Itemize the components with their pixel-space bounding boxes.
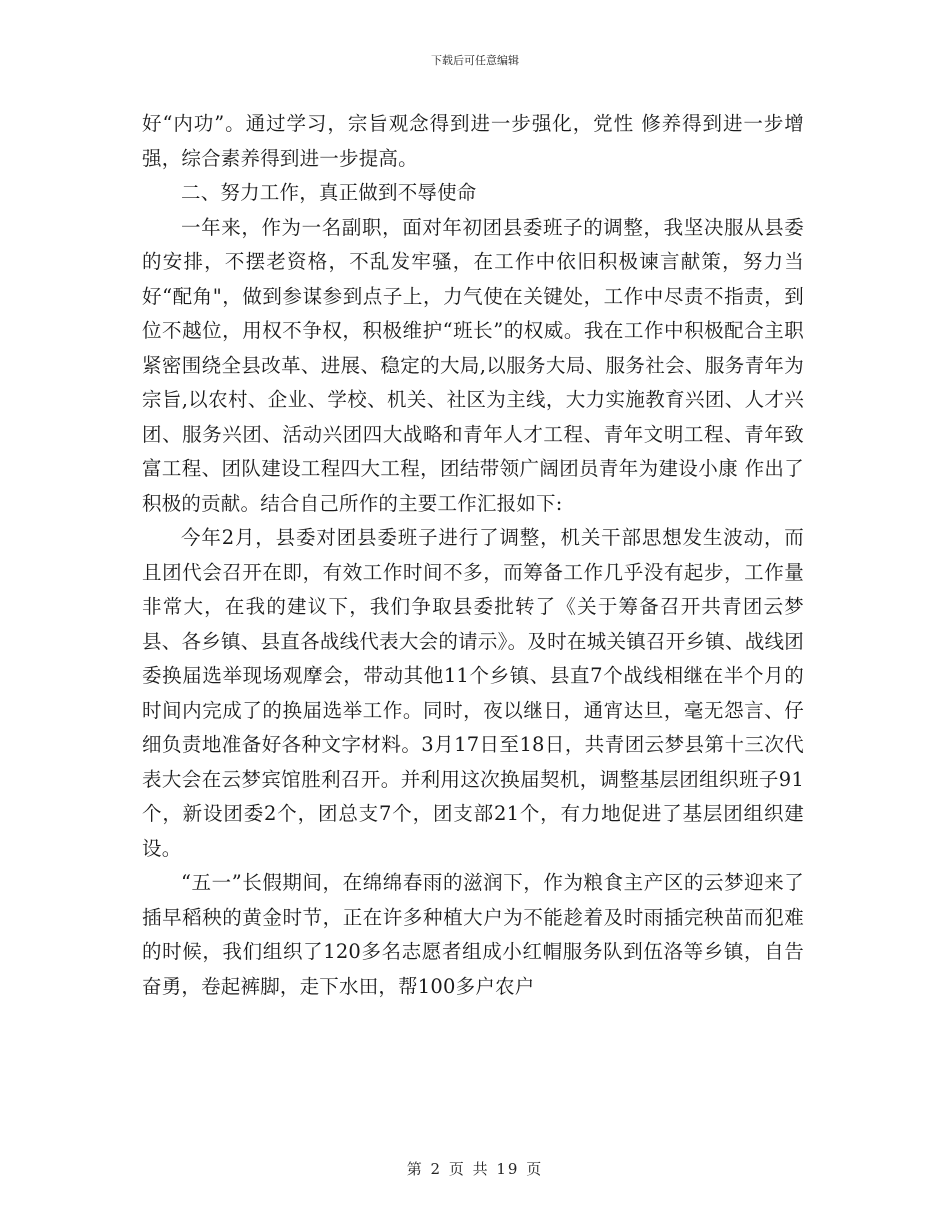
paragraph-1: 好“内功”。通过学习，宗旨观念得到进一步强化，党性 修养得到进一步增强，综合素养得到进一步提高。 [142,112,804,170]
page-number: 第 2 页 共 19 页 [406,1160,544,1178]
paragraph-3: 一年来，作为一名副职，面对年初团县委班子的调整，我坚决服从县委的安排，不摆老资格，不乱发牢骚，在工作中依旧积极谏言献策，努力当好“配角"，做到参谋参到点子上，力气使在关键处，工作中尽责不指责，到位不越位，用权不争权，积极维护“班长”的权威。我在工作中积极配合主职紧密围绕全县改革、进展、稳定的大局,以服务大局、服务社会、服务青年为宗旨,以农村、企业、学校、机关、社区为主线，大力实施教育兴团、人才兴团、服务兴团、活动兴团四大战略和青年人才工程、青年文明工程、青年致富工程、团队建设工程四大工程，团结带领广阔团员青年为建设小康 作出了积极的贡献。结合自己所作的主要工作汇报如下: [142,215,804,515]
paragraph-4: 今年2月，县委对团县委班子进行了调整，机关干部思想发生波动，而且团代会召开在即，有效工作时间不多，而筹备工作几乎没有起步，工作量非常大，在我的建议下，我们争取县委批转了《关于筹备召开共青团云梦县、各乡镇、县直各战线代表大会的请示》。及时在城关镇召开乡镇、战线团委换届选举现场观摩会，带动其他11个乡镇、县直7个战线相继在半个月的时间内完成了的换届选举工作。同时，夜以继日，通宵达旦，毫无怨言、仔细负责地准备好各种文字材料。3月17日至18日，共青团云梦县第十三次代表大会在云梦宾馆胜利召开。并利用这次换届契机，调整基层团组织班子91个，新设团委2个，团总支7个，团支部21个，有力地促进了基层团组织建设。 [142,526,804,860]
document-body [142,107,804,1004]
paragraph-5: “五一”长假期间，在绵绵春雨的滋润下，作为粮食主产区的云梦迎来了插早稻秧的黄金时节，正在许多种植大户为不能趁着及时雨插完秧苗而犯难的时候，我们组织了120多名志愿者组成小红帽服务队到伍洛等乡镇，自告奋勇，卷起裤脚，走下水田，帮100多户农户 [142,871,804,998]
page-header-note: 下载后可任意编辑 [431,54,519,67]
section-heading: 二、努力工作，真正做到不辱使命 [181,181,477,204]
